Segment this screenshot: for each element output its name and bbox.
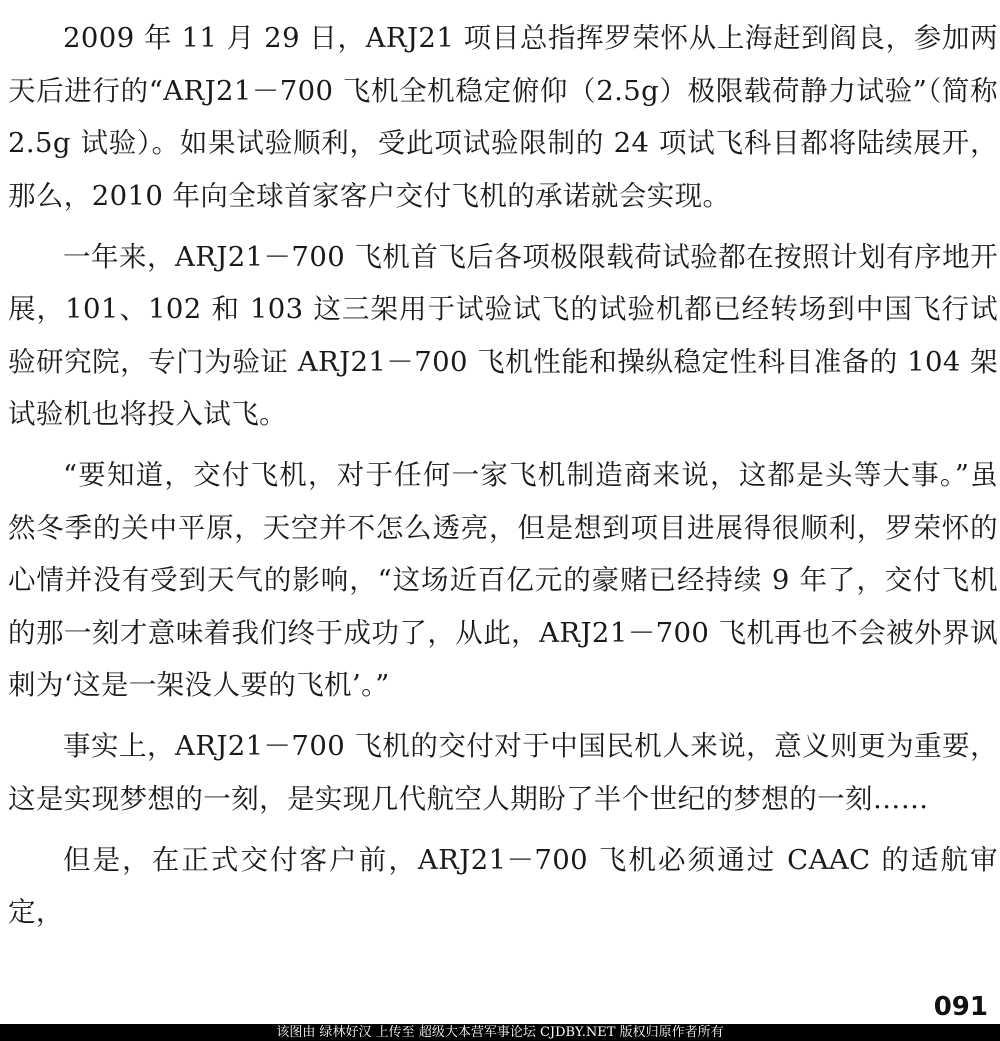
paragraph: “要知道，交付飞机，对于任何一家飞机制造商来说，这都是头等大事。”虽然冬季的关中平原，天空并不怎么透亮，但是想到项目进展得很顺利，罗荣怀的心情并没有受到天气的影响，“这场近百亿元的豪赌已经持续 9 年了，交付飞机的那一刻才意味着我们终于成功了，从此，ARJ21－700 飞机再也不会被外界讽刺为‘这是一架没人要的飞机’。”: [8, 459, 998, 701]
body-text: [8, 12, 998, 947]
paragraph: 但是，在正式交付客户前，ARJ21－700 飞机必须通过 CAAC 的适航审定，: [8, 843, 998, 928]
watermark-bar: 该图由 绿林好汉 上传至 超级大本营军事论坛 CJDBY.NET 版权归原作者所有: [0, 1024, 1000, 1041]
page-number: 091: [933, 992, 988, 1022]
paragraph: 事实上，ARJ21－700 飞机的交付对于中国民机人来说，意义则更为重要，这是实现梦想的一刻，是实现几代航空人期盼了半个世纪的梦想的一刻……: [8, 730, 998, 815]
paragraph: 一年来，ARJ21－700 飞机首飞后各项极限载荷试验都在按照计划有序地开展，101、102 和 103 这三架用于试验试飞的试验机都已经转场到中国飞行试验研究院，专门为验证 ARJ21－700 飞机性能和操纵稳定性科目准备的 104 架试验机也将投入试飞。: [8, 240, 998, 430]
paragraph: 2009 年 11 月 29 日，ARJ21 项目总指挥罗荣怀从上海赶到阎良，参加两天后进行的“ARJ21－700 飞机全机稳定俯仰（2.5g）极限载荷静力试验”（简称 2.5g 试验）。如果试验顺利，受此项试验限制的 24 项试飞科目都将陆续展开，那么，2010 年向全球首家客户交付飞机的承诺就会实现。: [8, 22, 998, 212]
